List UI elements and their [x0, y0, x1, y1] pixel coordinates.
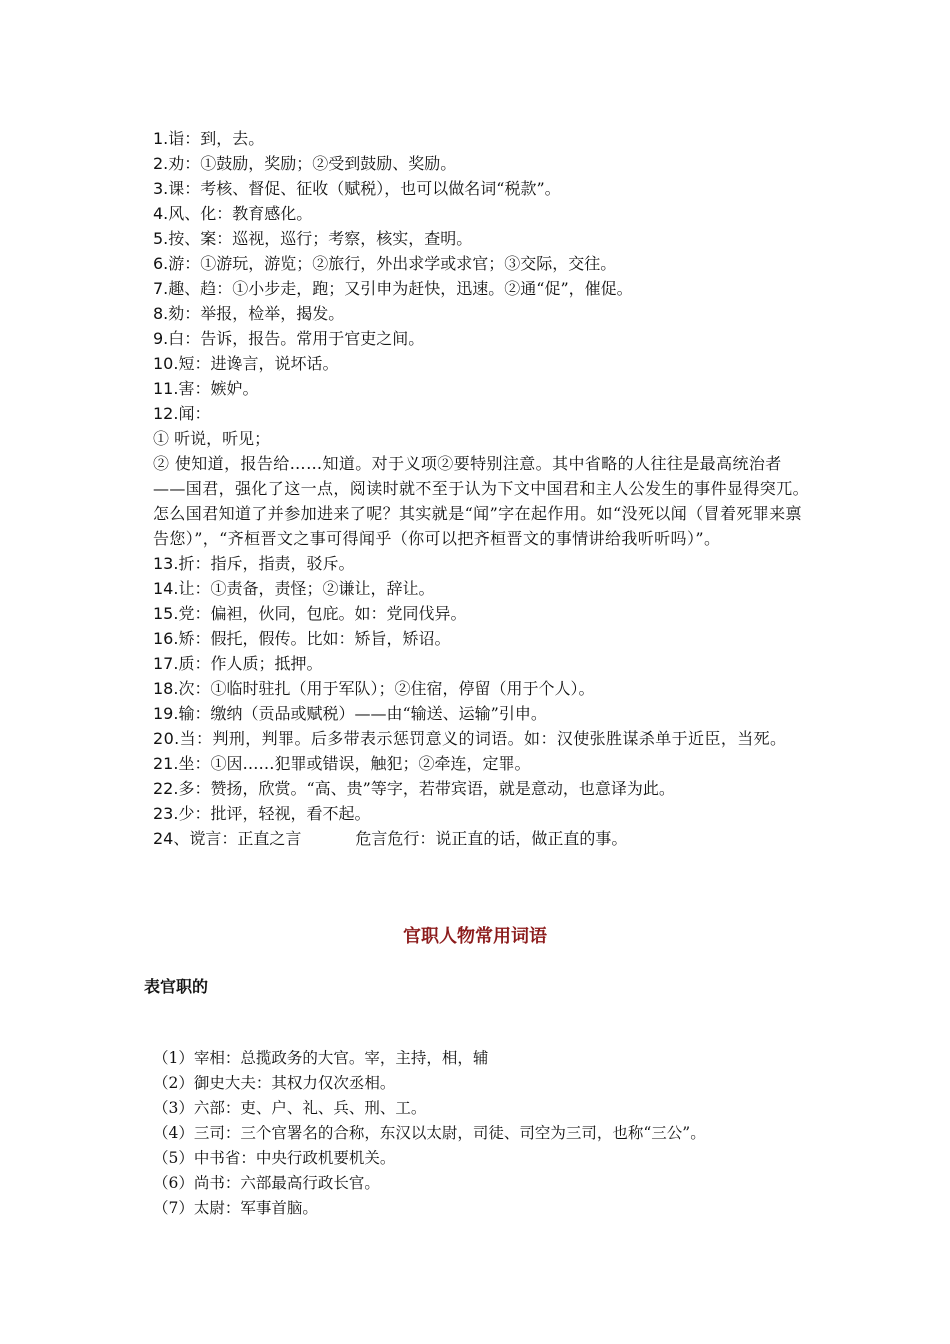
term-12-sense-2: ② 使知道，报告给……知道。对于义项②要特别注意。其中省略的人往往是最高统治者——国君，强化了这一点，阅读时就不至于认为下文中国君和主人公发生的事件显得突兀。怎么国君知道了并参加进来了呢？其实就是“闻”字在起作用。如“没死以闻（冒着死罪来禀告您）”，“齐桓晋文之事可得闻乎（你可以把齐桓晋文的事情讲给我听听吗）”。: [153, 454, 810, 548]
term-24: 24、谠言：正直之言 危言危行：说正直的话，做正直的事。: [153, 829, 628, 848]
term-18: 18.次：①临时驻扎（用于军队）；②住宿，停留（用于个人）。: [153, 679, 595, 698]
term-2: 2.劝：①鼓励，奖励；②受到鼓励、奖励。: [153, 154, 457, 173]
officials-list: [153, 1046, 853, 1221]
term-15: 15.党：偏袒，伙同，包庇。如：党同伐异。: [153, 604, 467, 623]
term-23: 23.少：批评，轻视，看不起。: [153, 804, 371, 823]
official-item: （6）尚书：六部最高行政长官。: [153, 1174, 380, 1192]
term-9: 9.白：告诉，报告。常用于官吏之间。: [153, 329, 425, 348]
term-11: 11.害：嫉妒。: [153, 379, 259, 398]
term-10: 10.短：进谗言，说坏话。: [153, 354, 339, 373]
term-19: 19.输：缴纳（贡品或赋税）——由“输送、运输”引申。: [153, 704, 547, 723]
term-17: 17.质：作人质；抵押。: [153, 654, 323, 673]
term-20: 20.当：判刑，判罪。后多带表示惩罚意义的词语。如：汉使张胜谋杀单于近臣，当死。: [153, 729, 787, 748]
term-21: 21.坐：①因……犯罪或错误，触犯；②牵连，定罪。: [153, 754, 531, 773]
term-3: 3.课：考核、督促、征收（赋税），也可以做名词“税款”。: [153, 179, 561, 198]
sub-title: 表官职的: [144, 977, 209, 996]
official-item: （7）太尉：军事首脑。: [153, 1199, 318, 1217]
official-item: （4）三司：三个官署名的合称，东汉以太尉，司徒、司空为三司，也称“三公”。: [153, 1124, 706, 1142]
vocabulary-list: [153, 126, 813, 851]
term-12-sense-1: ① 听说，听见；: [153, 429, 271, 448]
term-4: 4.风、化：教育感化。: [153, 204, 313, 223]
section-title: 官职人物常用词语: [403, 926, 547, 947]
term-14: 14.让：①责备，责怪；②谦让，辞让。: [153, 579, 435, 598]
term-8: 8.劾：举报，检举，揭发。: [153, 304, 345, 323]
term-13: 13.折：指斥，指责，驳斥。: [153, 554, 355, 573]
official-item: （5）中书省：中央行政机要机关。: [153, 1149, 396, 1167]
term-6: 6.游：①游玩，游览；②旅行，外出求学或求官；③交际，交往。: [153, 254, 617, 273]
official-item: （2）御史大夫：其权力仅次丞相。: [153, 1074, 396, 1092]
term-12: 12.闻：: [153, 404, 211, 423]
term-16: 16.矫：假托，假传。比如：矫旨，矫诏。: [153, 629, 451, 648]
term-1: 1.诣：到，去。: [153, 129, 265, 148]
term-5: 5.按、案：巡视，巡行；考察，核实，查明。: [153, 229, 473, 248]
official-item: （3）六部：吏、户、礼、兵、刑、工。: [153, 1099, 427, 1117]
term-7: 7.趣、趋：①小步走，跑；又引申为赶快，迅速。②通“促”，催促。: [153, 279, 633, 298]
official-item: （1）宰相：总揽政务的大官。宰，主持，相，辅: [153, 1049, 489, 1067]
term-22: 22.多：赞扬，欣赏。“高、贵”等字，若带宾语，就是意动，也意译为此。: [153, 779, 675, 798]
